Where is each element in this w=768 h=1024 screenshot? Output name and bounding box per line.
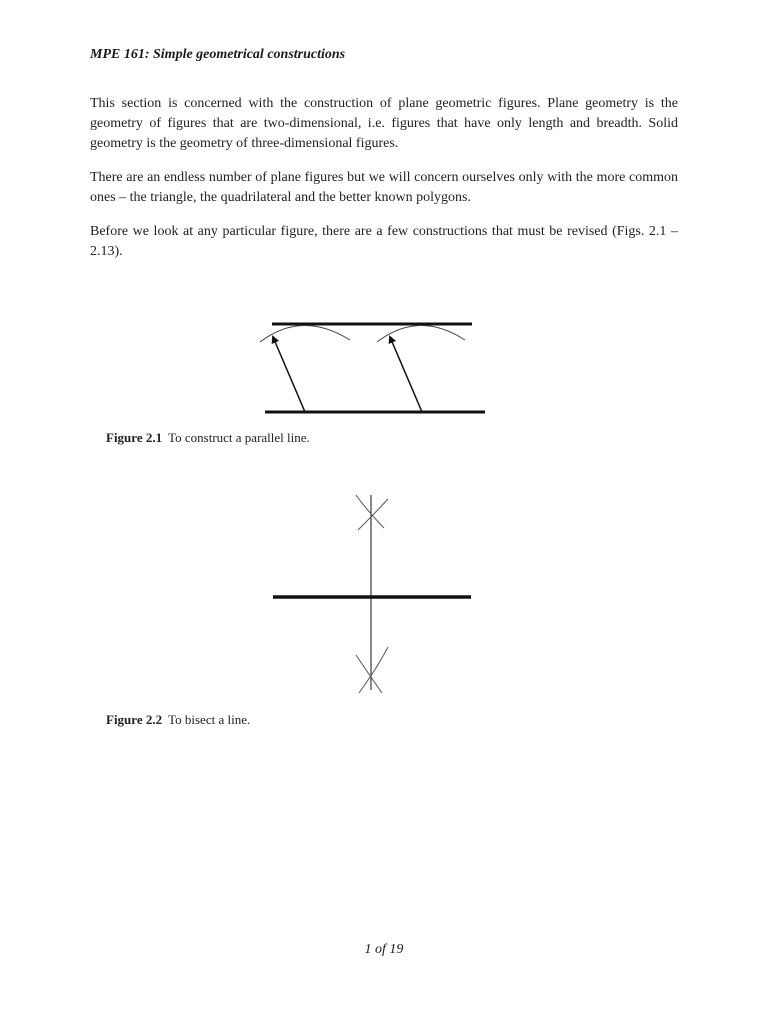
figure-number: Figure 2.2 xyxy=(106,712,163,727)
figure-caption-2-1 xyxy=(106,430,310,446)
upper-arc-left xyxy=(356,495,384,528)
lower-arc-left xyxy=(356,655,382,693)
figure-caption-2-2 xyxy=(106,712,250,728)
lower-arc-right xyxy=(359,647,388,693)
figure-caption-text: To bisect a line. xyxy=(168,712,251,727)
figure-number: Figure 2.1 xyxy=(106,430,163,445)
document-title: MPE 161: Simple geometrical constructions xyxy=(90,47,346,62)
bisect-line-figure xyxy=(270,490,480,695)
parallel-line-figure xyxy=(255,315,495,420)
plane-figures-paragraph: There are an endless number of plane figures but we will concern ourselves only with the more common ones – the triangle, the quadrilateral and the better known polygons. xyxy=(90,170,678,205)
construction-arc-right xyxy=(377,325,465,342)
page-number: 1 of 19 xyxy=(364,942,404,957)
intro-paragraph: This section is concerned with the construction of plane geometric figures. Plane geometry is the geometry of figures that are two-dimensional, i.e. figures that have only length and breadth. Solid geometry is the geometry of three-dimensional figures. xyxy=(90,96,678,151)
constructions-paragraph: Before we look at any particular figure, there are a few constructions that must be revised (Figs. 2.1 – 2.13). xyxy=(90,224,678,259)
radius-arrow-right xyxy=(390,337,422,412)
radius-arrow-left xyxy=(273,337,305,412)
figure-caption-text: To construct a parallel line. xyxy=(168,430,310,445)
